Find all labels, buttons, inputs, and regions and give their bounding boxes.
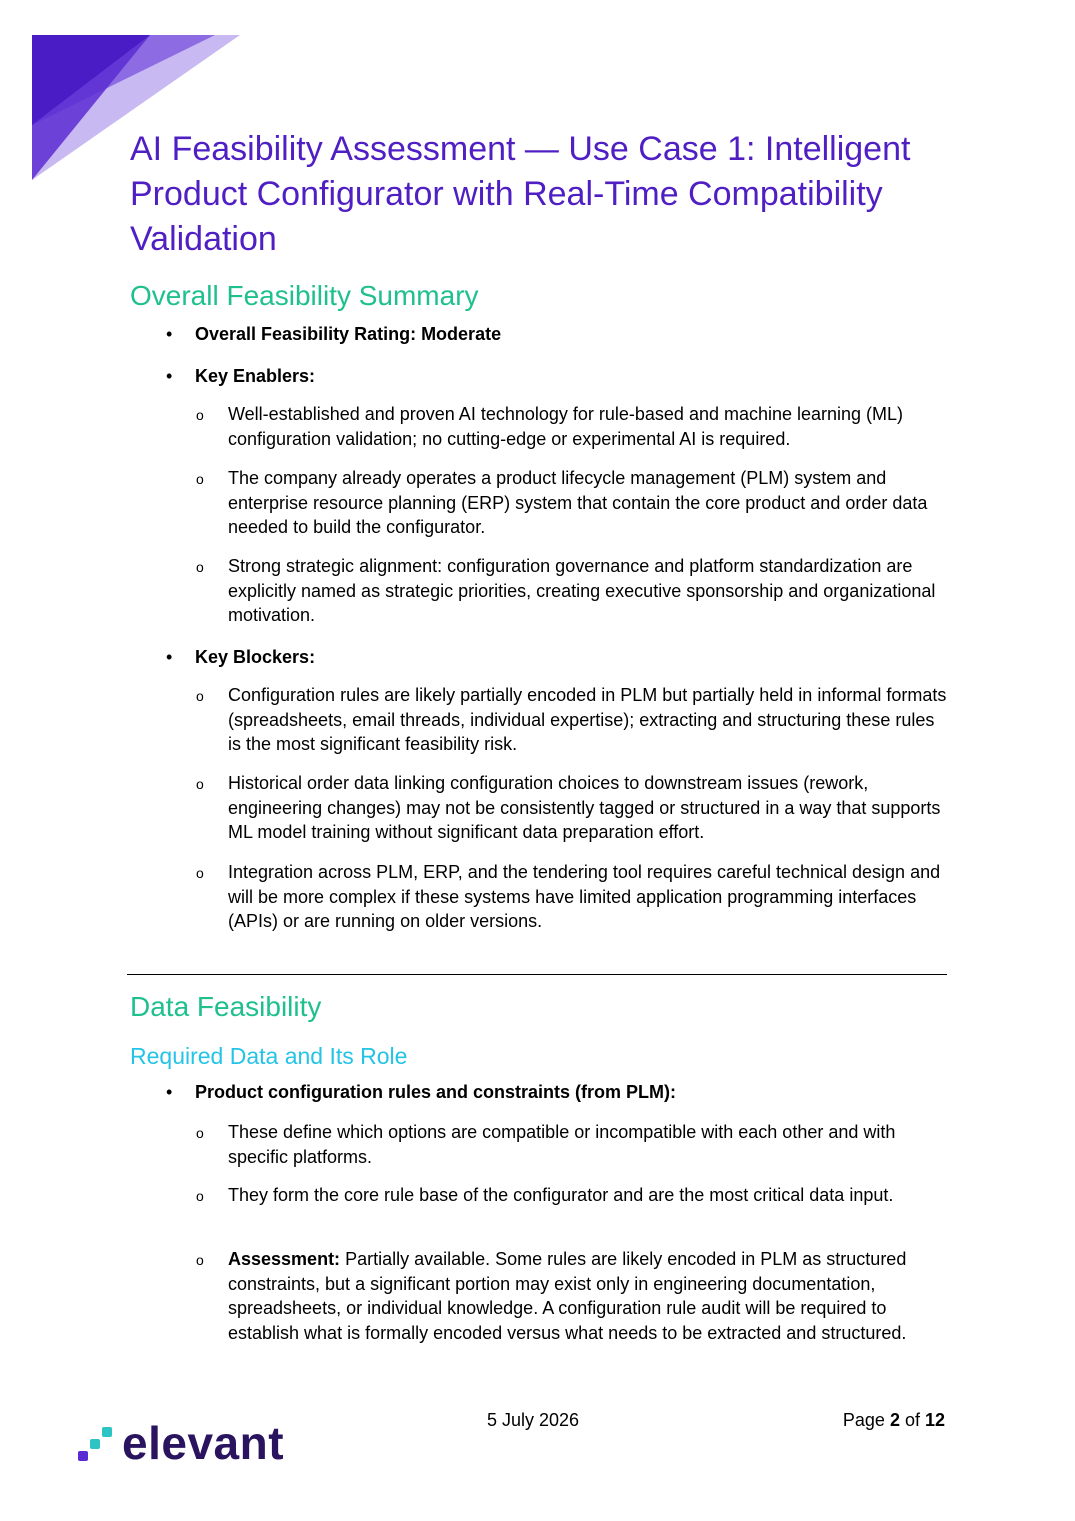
blocker-item: o Configuration rules are likely partially encoded in PLM but partially held in informal formats (spreadsheets, email threads, individual expertise); extracting and structuring these rules is the most significant feasibility risk. [228,683,948,757]
total-pages: 12 [924,1410,945,1430]
enabler-item: o Strong strategic alignment: configuration governance and platform standardization are explicitly named as strategic priorities, creating executive sponsorship and organizational motivation. [228,554,948,628]
subsection-heading: Required Data and Its Role [130,1043,408,1069]
data-item-detail: o They form the core rule base of the configurator and are the most critical data input. [228,1183,948,1208]
key-enablers-label: • Key Enablers: [195,364,955,389]
data-item-detail: o These define which options are compatible or incompatible with each other and with specific platforms. [228,1120,948,1169]
company-logo [76,1418,284,1468]
logo-wordmark: elevant [122,1417,285,1469]
blocker-item: o Historical order data linking configuration choices to downstream issues (rework, engineering changes) may not be consistently tagged or structured in a way that supports ML model training without significant data preparation effort. [228,771,948,845]
footer-date: 5 July 2026 [487,1410,580,1430]
assessment-label: Assessment: [228,1249,341,1269]
key-blockers-label: • Key Blockers: [195,645,955,670]
section-heading-summary: Overall Feasibility Summary [130,280,479,311]
enabler-item: o Well-established and proven AI technology for rule-based and machine learning (ML) configuration validation; no cutting-edge or experimental AI is required. [228,402,948,451]
section-heading-data: Data Feasibility [130,991,322,1022]
document-title: AI Feasibility Assessment — Use Case 1: Intelligent Product Configurator with Real-Time Compatibility Validation [130,130,911,258]
page-number: Page 2 of 12 [842,1410,945,1430]
assessment-item [228,1247,948,1345]
assessment-text: Partially available. Some rules are likely encoded in PLM as structured constraints, but a significant portion may exist only in engineering documentation, spreadsheets, or individual knowledge. A configuration rule audit will be required to establish what is formally encoded versus what needs to be extracted and structured. [228,1249,907,1343]
current-page: 2 [889,1410,900,1430]
enabler-item: o The company already operates a product lifecycle management (PLM) system and enterprise resource planning (ERP) system that contain the core product and order data needed to build the configurator. [228,466,948,540]
feasibility-rating: • Overall Feasibility Rating: Moderate [195,322,955,347]
pixel-steps-icon [76,1423,116,1463]
data-item-label: • Product configuration rules and constraints (from PLM): [195,1080,955,1105]
section-divider [127,974,947,975]
blocker-item: o Integration across PLM, ERP, and the tendering tool requires careful technical design and will be more complex if these systems have limited application programming interfaces (APIs) or are running on older versions. [228,860,948,934]
